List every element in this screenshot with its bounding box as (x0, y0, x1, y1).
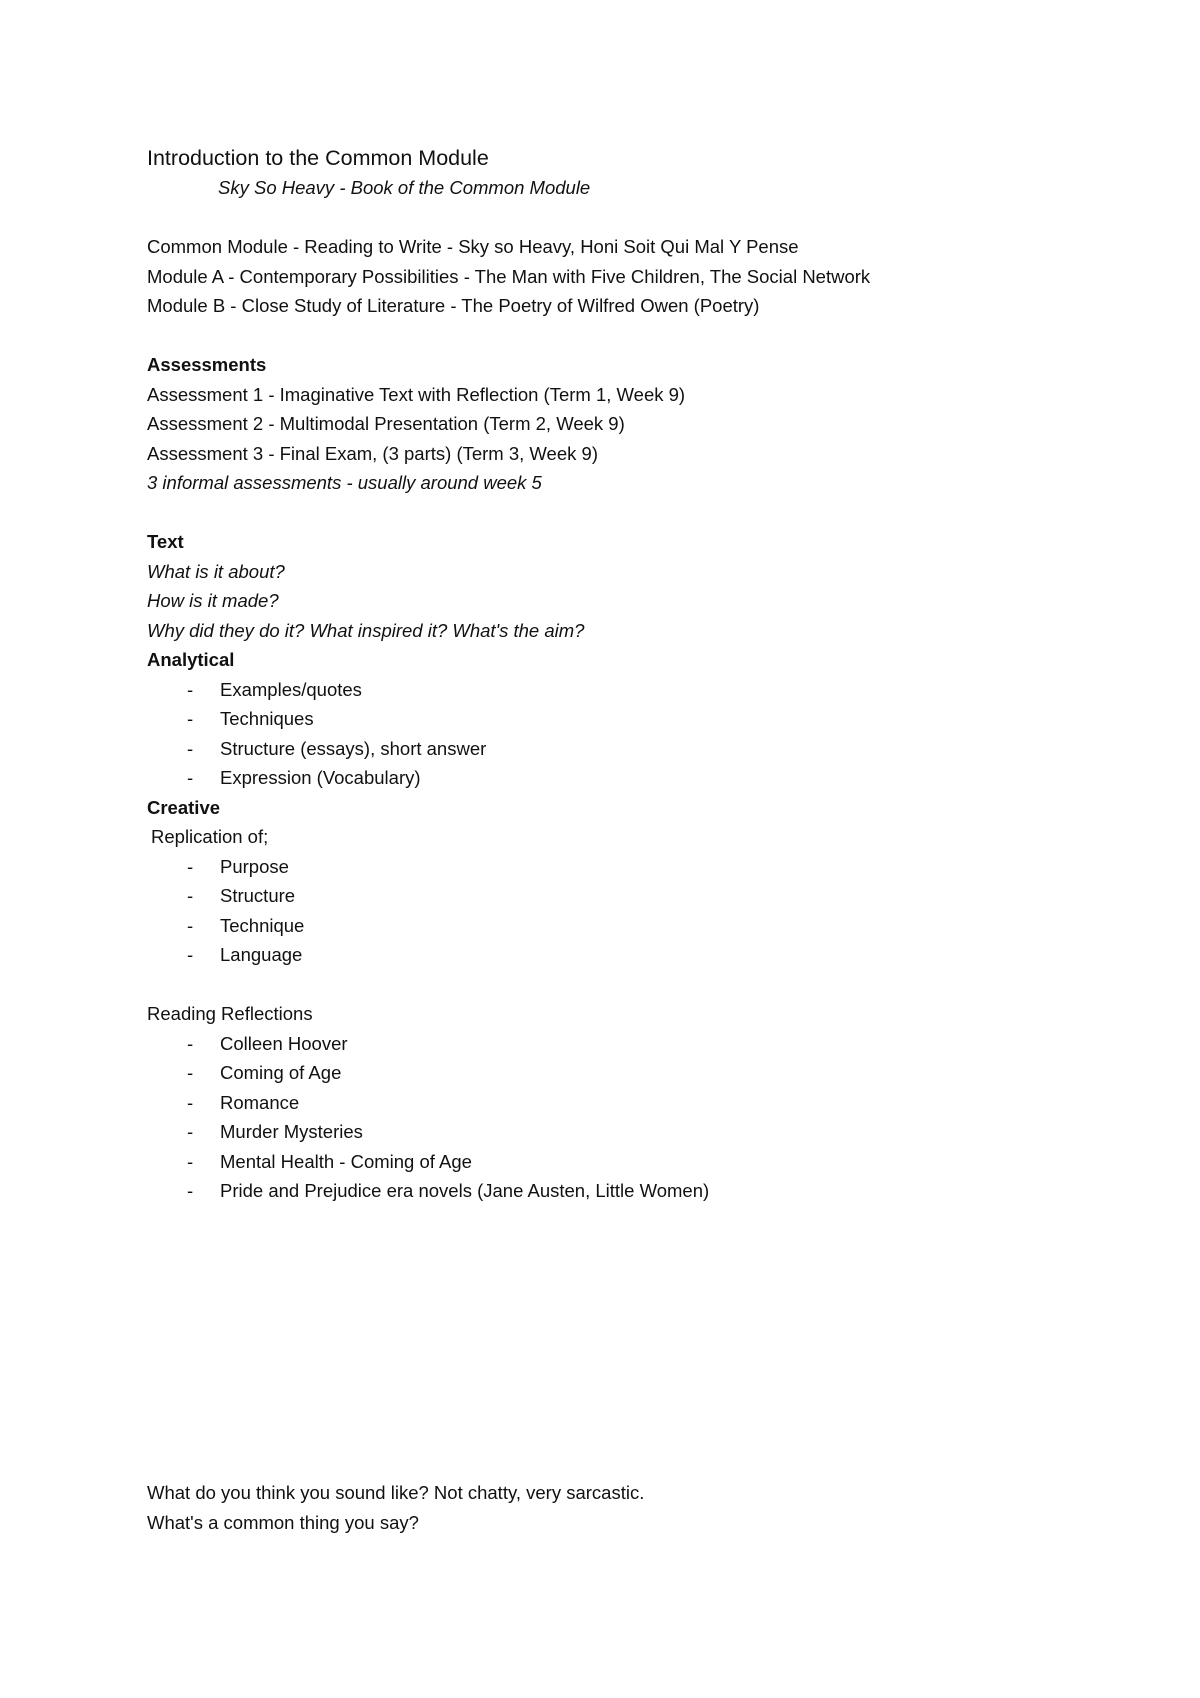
page-title: Introduction to the Common Module (147, 146, 489, 170)
dash-bullet: - (187, 1150, 194, 1172)
text-question: What is it about? (147, 560, 285, 582)
list-item-text: Expression (Vocabulary) (220, 767, 421, 788)
reading-reflections-heading: Reading Reflections (147, 1003, 313, 1024)
list-item (147, 911, 1107, 941)
list-item (147, 734, 1107, 764)
list-item (147, 1147, 1107, 1177)
list-item (147, 881, 1107, 911)
footer-line: What do you think you sound like? Not chatty, very sarcastic. (147, 1482, 645, 1503)
modules-list (147, 232, 1107, 321)
text-section (147, 527, 1107, 645)
list-item-text: Purpose (220, 855, 289, 877)
spacer (147, 321, 1107, 351)
list-item-text: Colleen Hoover (220, 1032, 348, 1054)
dash-bullet: - (187, 885, 194, 906)
list-item-text: Examples/quotes (220, 678, 362, 700)
module-line-common: Common Module - Reading to Write - Sky so Heavy, Honi Soit Qui Mal Y Pense (147, 236, 799, 257)
list-item (147, 1058, 1107, 1088)
assessments-section (147, 350, 1107, 498)
reading-reflections-list (147, 1029, 1107, 1206)
list-item (147, 852, 1107, 882)
list-item-text: Pride and Prejudice era novels (Jane Austen, Little Women) (220, 1180, 710, 1201)
dash-bullet: - (187, 1180, 194, 1201)
document-body (147, 143, 1107, 1206)
assessment-line: Assessment 2 - Multimodal Presentation (Term 2, Week 9) (147, 413, 625, 434)
footer-line: What's a common thing you say? (147, 1511, 419, 1533)
dash-bullet: - (187, 737, 194, 759)
assessments-note: 3 informal assessments - usually around week 5 (147, 472, 542, 493)
creative-list (147, 852, 1107, 970)
list-item-text: Structure (220, 885, 296, 906)
dash-bullet: - (187, 1091, 194, 1113)
dash-bullet: - (187, 708, 194, 729)
dash-bullet: - (187, 1121, 194, 1142)
list-item-text: Murder Mysteries (220, 1121, 363, 1142)
list-item (147, 704, 1107, 734)
module-line-a: Module A - Contemporary Possibilities - The Man with Five Children, The Social Network (147, 265, 871, 287)
text-heading: Text (147, 531, 184, 552)
list-item (147, 1088, 1107, 1118)
list-item-text: Romance (220, 1091, 300, 1113)
reading-reflections-section (147, 999, 1107, 1206)
list-item-text: Structure (essays), short answer (220, 737, 487, 759)
analytical-heading: Analytical (147, 649, 235, 670)
assessment-line: Assessment 3 - Final Exam, (3 parts) (Term 3, Week 9) (147, 442, 598, 464)
list-item (147, 675, 1107, 705)
assessments-heading: Assessments (147, 354, 267, 375)
page-subtitle: Sky So Heavy - Book of the Common Module (218, 177, 591, 198)
list-item (147, 1176, 1107, 1206)
list-item-text: Techniques (220, 708, 314, 729)
dash-bullet: - (187, 767, 194, 788)
creative-intro: Replication of; (151, 826, 269, 847)
text-question: How is it made? (147, 590, 279, 611)
list-item-text: Language (220, 944, 303, 965)
creative-heading: Creative (147, 796, 221, 818)
list-item (147, 763, 1107, 793)
spacer (147, 498, 1107, 528)
dash-bullet: - (187, 678, 194, 700)
analytical-section (147, 645, 1107, 793)
assessment-line: Assessment 1 - Imaginative Text with Reflection (Term 1, Week 9) (147, 383, 686, 405)
footer-notes (147, 1478, 1107, 1537)
list-item-text: Coming of Age (220, 1062, 342, 1083)
spacer (147, 203, 1107, 233)
creative-section (147, 793, 1107, 970)
dash-bullet: - (187, 1062, 194, 1083)
dash-bullet: - (187, 914, 194, 936)
analytical-list (147, 675, 1107, 793)
list-item (147, 1117, 1107, 1147)
text-question: Why did they do it? What inspired it? What's the aim? (147, 619, 585, 641)
list-item-text: Technique (220, 914, 305, 936)
spacer (147, 970, 1107, 1000)
dash-bullet: - (187, 944, 194, 965)
list-item (147, 1029, 1107, 1059)
module-line-b: Module B - Close Study of Literature - The Poetry of Wilfred Owen (Poetry) (147, 295, 760, 316)
dash-bullet: - (187, 855, 194, 877)
list-item (147, 940, 1107, 970)
dash-bullet: - (187, 1032, 194, 1054)
list-item-text: Mental Health - Coming of Age (220, 1150, 472, 1172)
